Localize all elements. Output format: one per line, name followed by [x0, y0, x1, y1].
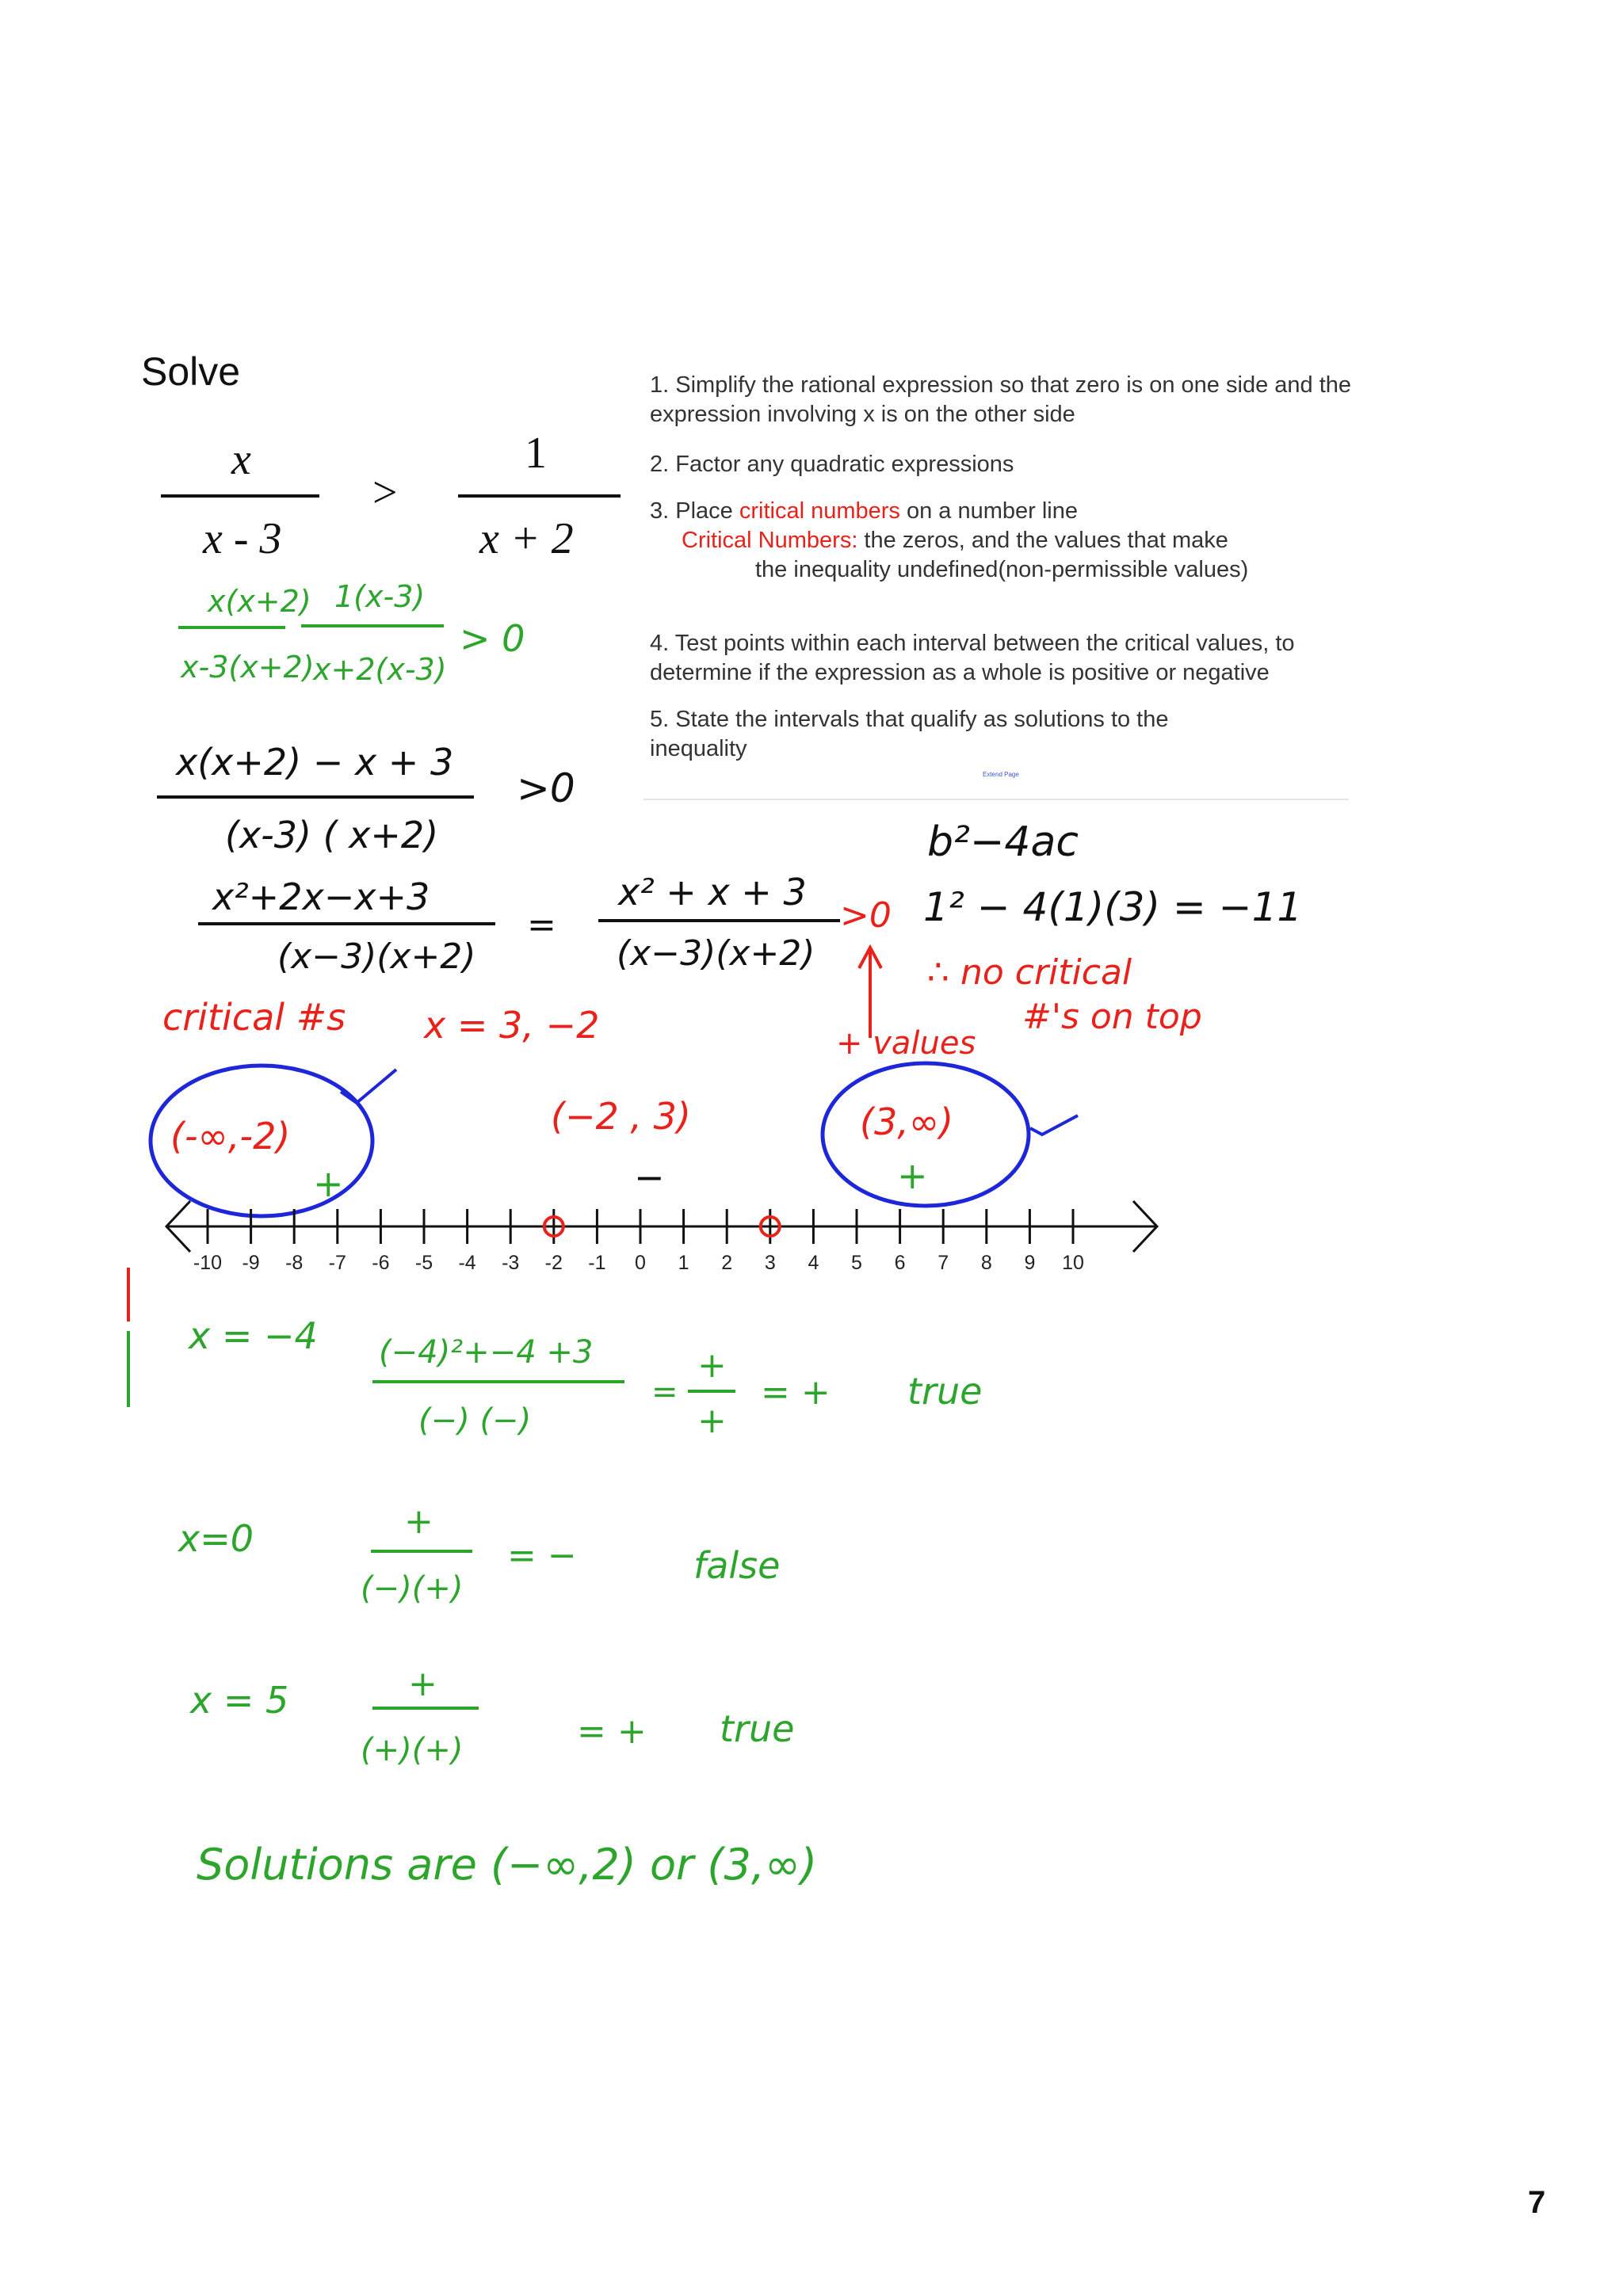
tick-label-14: 4	[808, 1252, 819, 1274]
hw-test3-num: +	[408, 1664, 437, 1704]
tick-label-7: -3	[502, 1252, 520, 1274]
hw-c-den2: (x−3)(x+2)	[617, 933, 815, 974]
hw-disc-calc: 1² − 4(1)(3) = −11	[923, 884, 1303, 930]
tick-label-17: 7	[938, 1252, 949, 1274]
hw-interval-3: (3,∞)	[860, 1100, 954, 1143]
step-3-suffix: on a number line	[899, 498, 1078, 524]
tick-label-1: -9	[242, 1252, 260, 1274]
hw-test2-result: = −	[507, 1535, 577, 1576]
right-numerator: 1	[525, 429, 547, 478]
hw-test1-den: (−) (−)	[418, 1402, 532, 1439]
hw-sign-2: −	[634, 1156, 665, 1199]
page-number: 7	[1528, 2185, 1546, 2220]
check-mark-1	[341, 1070, 396, 1103]
tick-label-2: -8	[285, 1252, 304, 1274]
hw-critical-vals: x = 3, −2	[424, 1004, 600, 1047]
tick-label-13: 3	[764, 1252, 776, 1274]
hw-test1-frac-num: +	[697, 1345, 727, 1386]
tick-label-10: 0	[635, 1252, 646, 1274]
hw-positive-values: + values	[836, 1025, 976, 1062]
hw-test2-den: (−)(+)	[361, 1570, 464, 1607]
step-1: 1. Simplify the rational expression so that zero is on one side and the expression involving x is on the other side	[650, 372, 1352, 427]
hw-test1-num: (−4)²+−4 +3	[379, 1334, 594, 1371]
tick-label-20: 10	[1062, 1252, 1084, 1274]
hw-test1-verdict: true	[907, 1370, 983, 1413]
tick-label-8: -2	[544, 1252, 563, 1274]
hw-b-num: x(x+2) − x + 3	[176, 741, 454, 784]
hw-critical-nums: critical #s	[162, 996, 346, 1039]
hw-no-critical-1: ∴ no critical	[927, 952, 1132, 993]
critical-label: Critical Numbers:	[682, 528, 858, 553]
hw-test2-x: x=0	[178, 1517, 254, 1560]
left-numerator: x	[231, 435, 251, 484]
hw-a-rel: > 0	[460, 617, 525, 660]
hw-solution: Solutions are (−∞,2) or (3,∞)	[197, 1840, 818, 1890]
check-mark-3	[1030, 1116, 1078, 1135]
step-4: 4. Test points within each interval between the critical values, to determine if the expression as a whole is positive or negative	[650, 631, 1295, 685]
hw-test1-x: x = −4	[189, 1314, 318, 1357]
hw-test3-result: = +	[577, 1711, 647, 1752]
hw-test1-eq: =	[651, 1374, 678, 1410]
hw-b-den: (x-3) ( x+2)	[225, 814, 439, 856]
tick-label-12: 2	[721, 1252, 733, 1274]
step-2: 2. Factor any quadratic expressions	[650, 452, 1014, 477]
hw-test1-result: = +	[761, 1372, 831, 1413]
hw-sign-1: +	[313, 1162, 344, 1205]
left-denominator: x - 3	[203, 514, 282, 563]
tick-label-5: -5	[414, 1252, 433, 1274]
hw-c-eq: =	[527, 905, 556, 945]
tick-label-3: -7	[328, 1252, 346, 1274]
tick-label-6: -4	[458, 1252, 476, 1274]
hw-test3-verdict: true	[720, 1707, 795, 1750]
hw-a-num-right: 1(x-3)	[334, 579, 426, 614]
tick-label-4: -6	[372, 1252, 390, 1274]
margin-mark-red	[127, 1268, 130, 1322]
tick-label-18: 8	[980, 1252, 992, 1274]
tick-label-0: -10	[193, 1252, 223, 1274]
step-3-highlight: critical numbers	[739, 498, 900, 524]
hw-test3-den: (+)(+)	[361, 1732, 464, 1768]
hw-test1-frac-den: +	[697, 1401, 727, 1441]
margin-mark-green	[127, 1331, 130, 1407]
tick-label-9: -1	[588, 1252, 606, 1274]
hw-c-rel: >0	[840, 895, 892, 936]
hw-c-num: x²+2x−x+3	[212, 875, 430, 918]
step-3-prefix: 3. Place	[650, 498, 739, 524]
hw-a-den-left: x-3(x+2)	[181, 650, 315, 685]
critical-definition-2: the inequality undefined(non-permissible values)	[755, 557, 1249, 582]
hw-c-num2: x² + x + 3	[618, 871, 807, 913]
hw-interval-1: (-∞,-2)	[170, 1115, 291, 1158]
hw-disc-formula: b²−4ac	[927, 818, 1079, 866]
tick-label-19: 9	[1024, 1252, 1036, 1274]
critical-definition-1: the zeros, and the values that make	[857, 528, 1228, 553]
right-denominator: x + 2	[479, 514, 574, 563]
hw-test2-verdict: false	[693, 1544, 781, 1587]
number-line	[166, 1201, 1157, 1274]
inequality-operator: >	[372, 468, 398, 517]
hw-test3-x: x = 5	[190, 1679, 289, 1722]
tick-label-16: 6	[894, 1252, 906, 1274]
extend-page-link[interactable]: Extend Page	[983, 771, 1019, 778]
hw-test2-num: +	[404, 1501, 433, 1542]
hw-sign-3: +	[897, 1154, 928, 1197]
step-5: 5. State the intervals that qualify as solutions to the inequality	[650, 707, 1169, 761]
tick-label-11: 1	[678, 1252, 689, 1274]
hw-b-rel: >0	[517, 765, 575, 811]
hw-a-num-left: x(x+2)	[208, 584, 311, 619]
hw-c-den: (x−3)(x+2)	[277, 936, 476, 977]
hw-interval-2: (−2 , 3)	[551, 1095, 691, 1138]
page-title: Solve	[141, 349, 241, 394]
hw-a-den-right: x+2(x-3)	[313, 652, 447, 687]
tick-label-15: 5	[851, 1252, 862, 1274]
hw-no-critical-2: #'s on top	[1022, 997, 1202, 1037]
